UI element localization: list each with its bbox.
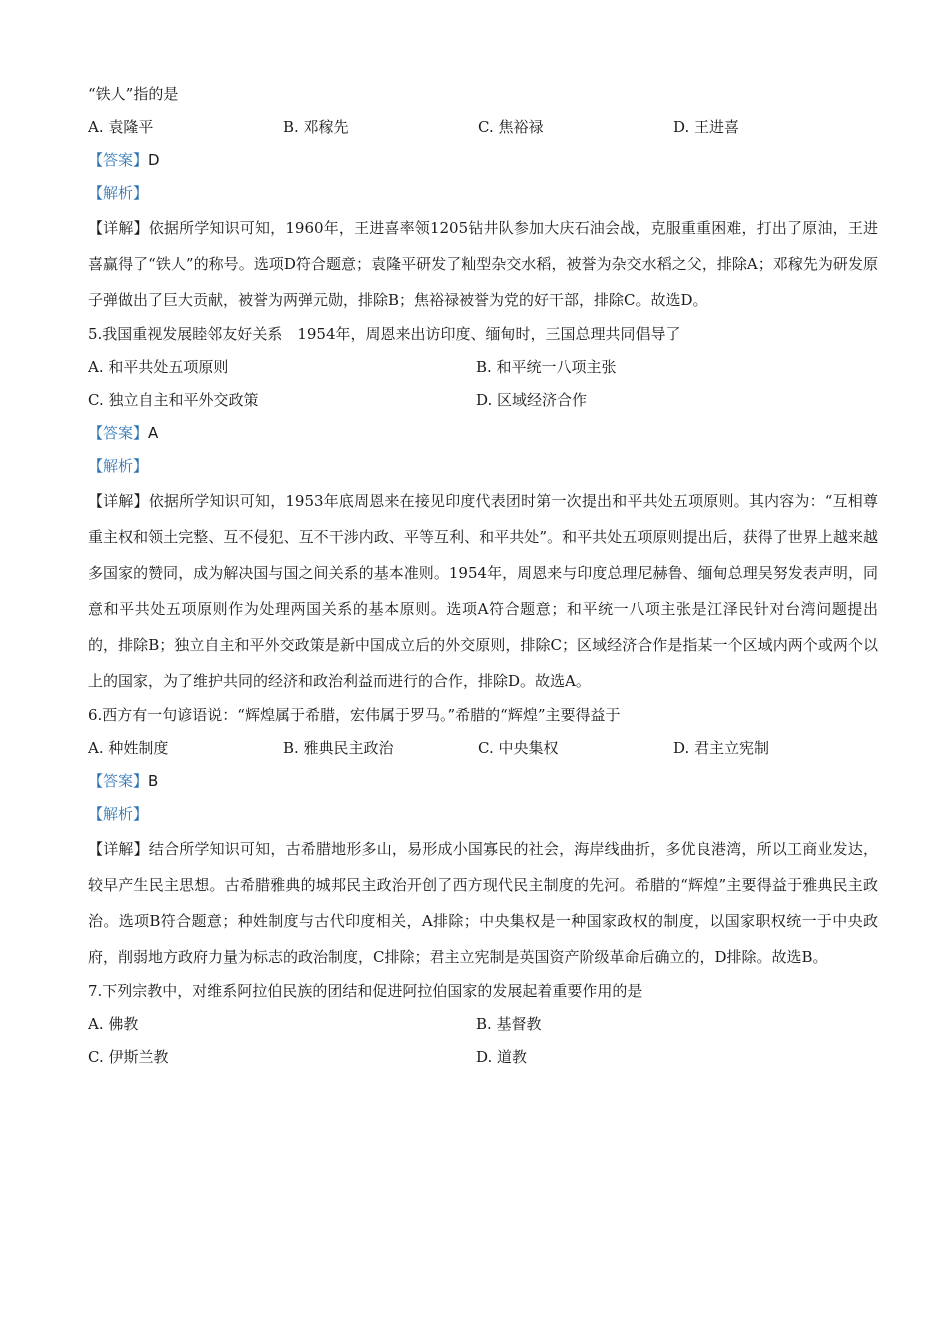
detail-text: 结合所学知识可知，古希腊地形多山，易形成小国寡民的社会，海岸线曲折，多优良港湾，所以工商业发达，较早产生民主思想。古希腊雅典的城邦民主政治开创了西方现代民主制度的先河。希腊的“辉煌”主要得益于雅典民主政治。选项B符合题意；种姓制度与古代印度相关，A排除；中央集权是一种国家政权的制度，以国家职权统一于中央政府，削弱地方政府力量为标志的政治制度，C排除；君主立宪制是英国资产阶级革命后确立的，D排除。故选B。 (88, 840, 878, 966)
q6-option-a: A. 种姓制度 (88, 739, 169, 757)
q6-answer (88, 765, 878, 798)
q6-stem: 6.西方有一句谚语说：“辉煌属于希腊，宏伟属于罗马。”希腊的“辉煌”主要得益于 (88, 706, 621, 724)
answer-value: D (148, 151, 160, 169)
q5-option-a: A. 和平共处五项原则 (88, 358, 229, 376)
q4-options (88, 111, 878, 144)
q5-option-b: B. 和平统一八项主张 (476, 358, 617, 376)
q4-stem-end: “铁人”指的是 (88, 85, 179, 103)
q5-option-c: C. 独立自主和平外交政策 (88, 391, 259, 409)
q7-stem: 7.下列宗教中，对维系阿拉伯民族的团结和促进阿拉伯国家的发展起着重要作用的是 (88, 982, 643, 1000)
q6-detail (88, 831, 878, 975)
answer-tag: 【答案】 (88, 424, 149, 442)
detail-text: 依据所学知识可知，1960年，王进喜率领1205钻井队参加大庆石油会战，克服重重困难，打出了原油，王进喜赢得了“铁人”的称号。选项D符合题意；袁隆平研发了籼型杂交水稻，被誉为杂交水稻之父，排除A；邓稼先为研发原子弹做出了巨大贡献，被誉为两弹元勋，排除B；焦裕禄被誉为党的好干部，排除C。故选D。 (88, 219, 878, 309)
q7-option-c: C. 伊斯兰教 (88, 1048, 169, 1066)
q4-detail (88, 210, 878, 318)
answer-value: B (148, 772, 159, 790)
detail-tag: 【详解】 (88, 840, 149, 858)
q5-options-row1 (88, 351, 878, 384)
q6-option-c: C. 中央集权 (478, 739, 559, 757)
q6-option-b: B. 雅典民主政治 (283, 739, 394, 757)
detail-text: 依据所学知识可知，1953年底周恩来在接见印度代表团时第一次提出和平共处五项原则。其内容为：“互相尊重主权和领土完整、互不侵犯、互不干涉内政、平等互利、和平共处”。和平共处五项原则提出后，获得了世界上越来越多国家的赞同，成为解决国与国之间关系的基本准则。1954年，周恩来与印度总理尼赫鲁、缅甸总理吴努发表声明，同意和平共处五项原则作为处理两国关系的基本原则。选项A符合题意；和平统一八项主张是江泽民针对台湾问题提出的，排除B；独立自主和平外交政策是新中国成立后的外交原则，排除C；区域经济合作是指某一个区域内两个或两个以上的国家，为了维护共同的经济和政治利益而进行的合作，排除D。故选A。 (88, 492, 878, 690)
detail-tag: 【详解】 (88, 492, 149, 510)
q5-options-row2 (88, 384, 878, 417)
q7-option-b: B. 基督教 (476, 1015, 542, 1033)
q6-option-d: D. 君主立宪制 (673, 739, 770, 757)
q5-detail (88, 483, 878, 699)
q4-analysis-tag: 【解析】 (88, 184, 149, 202)
answer-tag: 【答案】 (88, 772, 149, 790)
q6-analysis-tag: 【解析】 (88, 805, 149, 823)
q7-options-row2 (88, 1041, 878, 1074)
answer-tag: 【答案】 (88, 151, 149, 169)
q5-analysis-tag: 【解析】 (88, 457, 149, 475)
q7-options-row1 (88, 1008, 878, 1041)
q5-option-d: D. 区域经济合作 (476, 391, 588, 409)
q4-option-a: A. 袁隆平 (88, 118, 154, 136)
q4-option-b: B. 邓稼先 (283, 118, 349, 136)
q5-answer (88, 417, 878, 450)
q6-options (88, 732, 878, 765)
answer-value: A (148, 424, 159, 442)
q4-option-c: C. 焦裕禄 (478, 118, 544, 136)
detail-tag: 【详解】 (88, 219, 149, 237)
q5-stem: 5.我国重视发展睦邻友好关系 1954年，周恩来出访印度、缅甸时，三国总理共同倡导了 (88, 325, 681, 343)
q7-option-a: A. 佛教 (88, 1015, 139, 1033)
document-page (88, 78, 878, 1074)
q4-option-d: D. 王进喜 (673, 118, 740, 136)
q7-option-d: D. 道教 (476, 1048, 528, 1066)
q4-answer (88, 144, 878, 177)
